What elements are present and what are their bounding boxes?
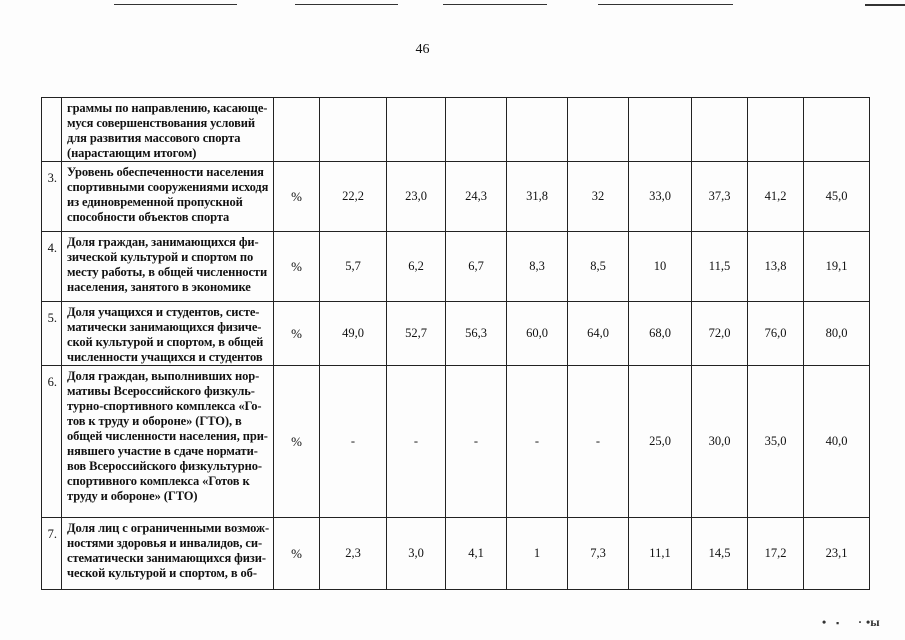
indicator-name-line: стематически занимающихся физи- (67, 551, 266, 565)
table-row (42, 98, 870, 162)
value-cell: 31,8 (507, 162, 568, 232)
value-cell (748, 98, 804, 162)
value-cell: - (568, 366, 629, 518)
indicator-name (62, 518, 274, 590)
value-cell (629, 98, 692, 162)
table-row (42, 302, 870, 366)
row-number (42, 98, 62, 162)
value-cell: 6,7 (446, 232, 507, 302)
value-cell (568, 98, 629, 162)
value-cell: 56,3 (446, 302, 507, 366)
scan-artifact-line (598, 4, 733, 5)
value-cell: 25,0 (629, 366, 692, 518)
indicator-name (62, 366, 274, 518)
value-cell: 1 (507, 518, 568, 590)
value-cell: 40,0 (804, 366, 870, 518)
value-cell: 33,0 (629, 162, 692, 232)
value-cell: 6,2 (387, 232, 446, 302)
indicator-name-line: ской культурой и спортом, в общей (67, 335, 264, 349)
value-cell: 7,3 (568, 518, 629, 590)
value-cell: 17,2 (748, 518, 804, 590)
value-cell: 11,1 (629, 518, 692, 590)
value-cell: 76,0 (748, 302, 804, 366)
indicator-name-line: Уровень обеспеченности населения (67, 165, 264, 179)
indicator-name-line: Доля учащихся и студентов, систе- (67, 305, 260, 319)
value-cell: 45,0 (804, 162, 870, 232)
scan-artifact-line (295, 4, 398, 5)
value-cell: 5,7 (320, 232, 387, 302)
indicator-name-line: способности объектов спорта (67, 210, 230, 224)
indicator-name-line: для развития массового спорта (67, 131, 241, 145)
value-cell: 32 (568, 162, 629, 232)
scan-mark: • (822, 615, 827, 629)
value-cell (692, 98, 748, 162)
value-cell: 14,5 (692, 518, 748, 590)
row-number: 5. (42, 302, 62, 366)
value-cell: 3,0 (387, 518, 446, 590)
value-cell: 52,7 (387, 302, 446, 366)
row-number: 7. (42, 518, 62, 590)
indicator-name-line: труду и обороне» (ГТО) (67, 489, 198, 503)
indicator-name-line: численности учащихся и студентов (67, 350, 263, 364)
unit-cell: % (274, 302, 320, 366)
table-row (42, 366, 870, 518)
value-cell (804, 98, 870, 162)
indicator-name-line: спортивными сооружениями исходя (67, 180, 269, 194)
indicator-name-line: граммы по направлению, касающе- (67, 101, 268, 115)
indicator-name-line: турно-спортивного комплекса «Го- (67, 399, 262, 413)
value-cell: 80,0 (804, 302, 870, 366)
value-cell: 4,1 (446, 518, 507, 590)
row-number: 4. (42, 232, 62, 302)
row-number: 3. (42, 162, 62, 232)
unit-cell: % (274, 162, 320, 232)
scan-artifact-line (114, 4, 237, 5)
value-cell: 23,0 (387, 162, 446, 232)
indicator-name-line: месту работы, в общей численности (67, 265, 268, 279)
scan-artifact-line (443, 4, 547, 5)
indicator-name-line: мативы Всероссийского физкуль- (67, 384, 255, 398)
value-cell: 8,3 (507, 232, 568, 302)
scan-mark: · (858, 615, 863, 629)
table-row (42, 162, 870, 232)
value-cell: 24,3 (446, 162, 507, 232)
table-row (42, 232, 870, 302)
indicator-name (62, 232, 274, 302)
value-cell: 49,0 (320, 302, 387, 366)
indicator-name-line: (нарастающим итогом) (67, 146, 197, 160)
indicator-name-line: Доля граждан, занимающихся фи- (67, 235, 259, 249)
value-cell: 19,1 (804, 232, 870, 302)
indicator-name-line: нявшего участие в сдаче нормати- (67, 444, 258, 458)
indicator-name-line: населения, занятого в экономике (67, 280, 251, 294)
indicator-name (62, 98, 274, 162)
value-cell: 68,0 (629, 302, 692, 366)
value-cell: 35,0 (748, 366, 804, 518)
scan-mark: ▪ (836, 618, 840, 628)
indicator-name (62, 162, 274, 232)
value-cell: - (446, 366, 507, 518)
value-cell: 23,1 (804, 518, 870, 590)
value-cell: 60,0 (507, 302, 568, 366)
scan-mark: •ы (866, 615, 880, 629)
page-number: 46 (415, 42, 430, 57)
value-cell: 13,8 (748, 232, 804, 302)
indicator-name (62, 302, 274, 366)
unit-cell: % (274, 232, 320, 302)
indicator-name-line: ческой культурой и спортом, в об- (67, 566, 257, 580)
indicator-name-line: из единовременной пропускной (67, 195, 243, 209)
value-cell: 11,5 (692, 232, 748, 302)
value-cell: 41,2 (748, 162, 804, 232)
indicator-name-line: тов к труду и обороне» (ГТО), в (67, 414, 242, 428)
indicator-name-line: общей численности населения, при- (67, 429, 268, 443)
value-cell: 2,3 (320, 518, 387, 590)
value-cell (387, 98, 446, 162)
value-cell: 8,5 (568, 232, 629, 302)
value-cell (320, 98, 387, 162)
indicator-name-line: спортивного комплекса «Готов к (67, 474, 250, 488)
value-cell (507, 98, 568, 162)
scan-artifact-line (865, 4, 905, 6)
value-cell: 72,0 (692, 302, 748, 366)
indicator-name-line: муся совершенствования условий (67, 116, 255, 130)
value-cell: 37,3 (692, 162, 748, 232)
indicator-name-line: Доля лиц с ограниченными возмож- (67, 521, 270, 535)
indicator-name-line: Доля граждан, выполнивших нор- (67, 369, 260, 383)
table-row (42, 518, 870, 590)
indicator-name-line: ностями здоровья и инвалидов, си- (67, 536, 263, 550)
unit-cell: % (274, 518, 320, 590)
indicators-table (41, 97, 870, 590)
value-cell: 64,0 (568, 302, 629, 366)
indicator-name-line: матически занимающихся физиче- (67, 320, 262, 334)
row-number: 6. (42, 366, 62, 518)
value-cell: 30,0 (692, 366, 748, 518)
value-cell: 10 (629, 232, 692, 302)
indicator-name-line: зической культурой и спортом по (67, 250, 254, 264)
unit-cell (274, 98, 320, 162)
value-cell: - (320, 366, 387, 518)
indicator-name-line: вов Всероссийского физкультурно- (67, 459, 262, 473)
unit-cell: % (274, 366, 320, 518)
value-cell: - (507, 366, 568, 518)
value-cell: 22,2 (320, 162, 387, 232)
value-cell (446, 98, 507, 162)
value-cell: - (387, 366, 446, 518)
